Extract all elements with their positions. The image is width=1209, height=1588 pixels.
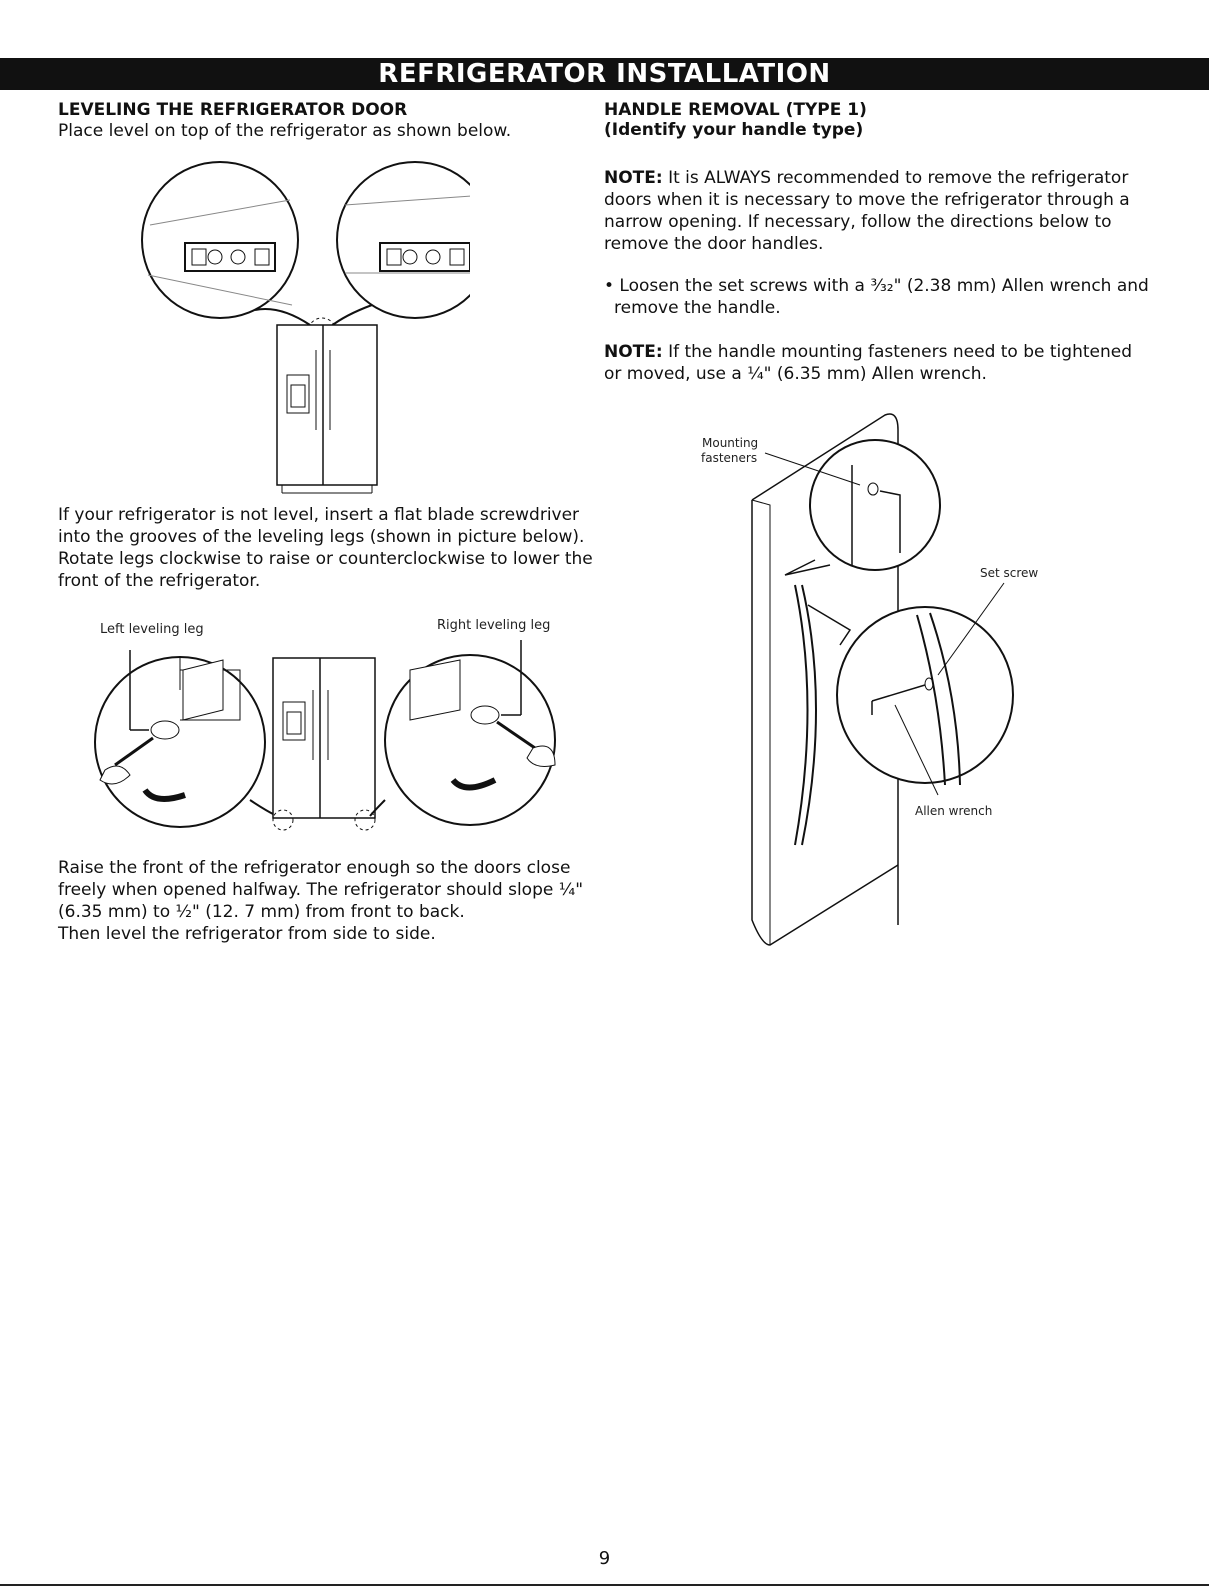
bottom-divider: [0, 1584, 1209, 1586]
slope-line-3: (6.35 mm) to ½" (12. 7 mm) from front to back.: [58, 902, 465, 922]
note-label: NOTE:: [604, 168, 663, 188]
leveling-heading: LEVELING THE REFRIGERATOR DOOR: [58, 100, 408, 120]
label-set-screw: Set screw: [980, 566, 1039, 580]
leveling-intro: Place level on top of the refrigerator as shown below.: [58, 121, 512, 141]
label-mounting: Mounting: [702, 436, 759, 450]
handle-removal-illustration: [740, 405, 1040, 950]
leveling-line-4: front of the refrigerator.: [58, 571, 261, 591]
note-line-1: It is ALWAYS recommended to remove the refrigerator: [662, 168, 1129, 188]
leveling-line-1: If your refrigerator is not level, insert a flat blade screwdriver: [58, 505, 580, 525]
bullet-line-1: • Loosen the set screws with a ³⁄₃₂" (2.38 mm) Allen wrench and: [604, 276, 1149, 296]
note2-line-2: or moved, use a ¼" (6.35 mm) Allen wrench.: [604, 364, 987, 384]
label-allen-wrench: Allen wrench: [915, 804, 993, 818]
slope-line-2: freely when opened halfway. The refrigerator should slope ¼": [58, 880, 584, 900]
leveling-legs-illustration: [85, 630, 565, 835]
right-column: [604, 100, 1164, 140]
bullet-line-2: remove the handle.: [614, 298, 781, 318]
leveling-instructions: [58, 504, 598, 592]
page-number: 9: [598, 1548, 611, 1569]
left-column: [58, 100, 598, 142]
label-left-leveling-leg: Left leveling leg: [100, 622, 204, 637]
note2-label: NOTE:: [604, 342, 663, 362]
page-title-banner: REFRIGERATOR INSTALLATION: [0, 58, 1209, 90]
label-right-leveling-leg: Right leveling leg: [437, 618, 551, 633]
note-line-3: narrow opening. If necessary, follow the directions below to: [604, 212, 1112, 232]
bullet-loosen-screws: [604, 275, 1164, 319]
note-remove-doors: [604, 167, 1164, 255]
note2-line-1: If the handle mounting fasteners need to be tightened: [662, 342, 1132, 362]
note-fasteners: [604, 341, 1164, 385]
leveling-line-2: into the grooves of the leveling legs (shown in picture below).: [58, 527, 585, 547]
slope-line-4: Then level the refrigerator from side to side.: [58, 924, 436, 944]
leveling-line-3: Rotate legs clockwise to raise or counterclockwise to lower the: [58, 549, 593, 569]
note-line-2: doors when it is necessary to move the refrigerator through a: [604, 190, 1130, 210]
level-illustration: [140, 155, 470, 500]
slope-line-1: Raise the front of the refrigerator enough so the doors close: [58, 858, 571, 878]
handle-type-subheading: (Identify your handle type): [604, 120, 864, 140]
label-fasteners: fasteners: [701, 451, 758, 465]
note-line-4: remove the door handles.: [604, 234, 824, 254]
slope-instructions: [58, 857, 598, 945]
handle-removal-heading: HANDLE REMOVAL (TYPE 1): [604, 100, 867, 120]
